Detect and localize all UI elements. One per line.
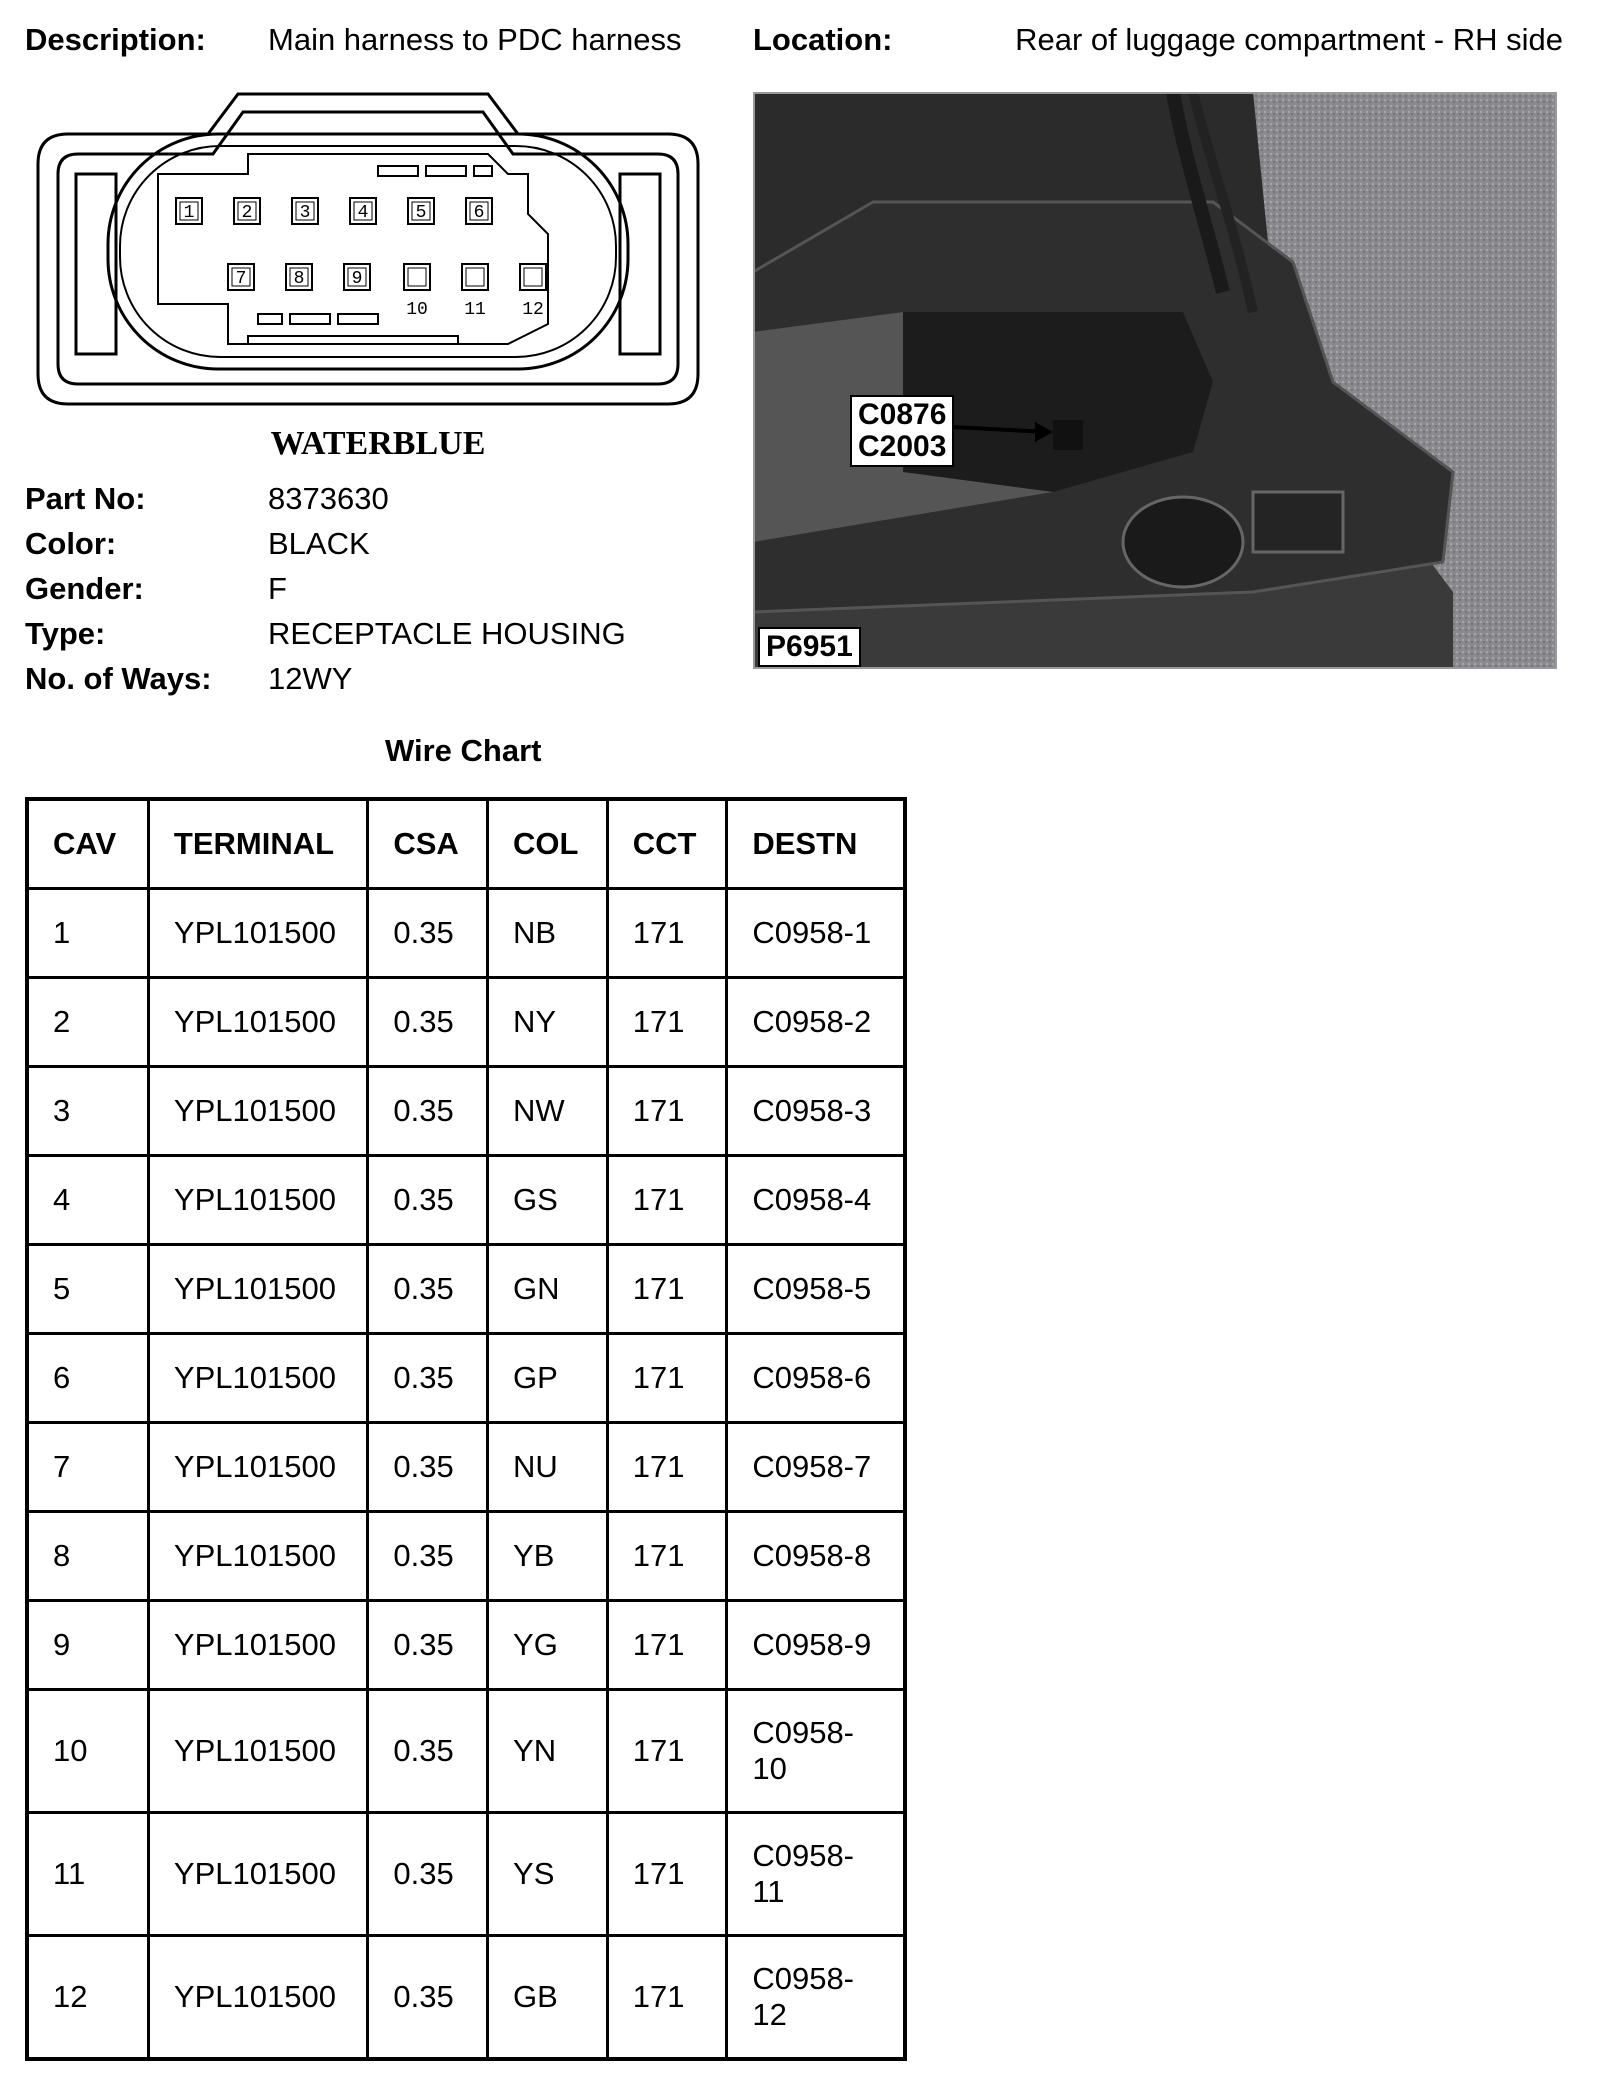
table-cell: YPL101500 bbox=[148, 1690, 367, 1813]
table-row bbox=[27, 1156, 905, 1245]
table-cell: 171 bbox=[607, 1601, 727, 1690]
table-cell: C0958-2 bbox=[727, 978, 905, 1067]
table-row bbox=[27, 1067, 905, 1156]
table-row bbox=[27, 889, 905, 978]
table-cell: YPL101500 bbox=[148, 1813, 367, 1936]
table-cell: 0.35 bbox=[368, 1512, 488, 1601]
table-cell: GP bbox=[488, 1334, 608, 1423]
header-col: COL bbox=[488, 799, 608, 889]
pin-label: 10 bbox=[406, 300, 428, 320]
callout-connector-2: C2003 bbox=[858, 430, 947, 463]
wire-chart-title: Wire Chart bbox=[385, 733, 542, 768]
table-cell: C0958-6 bbox=[727, 1334, 905, 1423]
photo-callout bbox=[850, 395, 954, 467]
table-cell: C0958-11 bbox=[727, 1813, 905, 1936]
ways-value: 12WY bbox=[268, 661, 353, 696]
table-cell: 0.35 bbox=[368, 1156, 488, 1245]
location-label: Location: bbox=[753, 22, 893, 57]
pin-2 bbox=[234, 198, 260, 224]
location-value: Rear of luggage compartment - RH side bbox=[1015, 22, 1563, 57]
table-cell: 0.35 bbox=[368, 1601, 488, 1690]
photo-reference: P6951 bbox=[758, 627, 861, 667]
table-row bbox=[27, 1601, 905, 1690]
pin-12 bbox=[520, 264, 546, 320]
pin-label: 7 bbox=[235, 269, 247, 289]
table-cell: 171 bbox=[607, 1067, 727, 1156]
header-terminal: TERMINAL bbox=[148, 799, 367, 889]
table-cell: 0.35 bbox=[368, 1245, 488, 1334]
pin-label: 6 bbox=[473, 203, 485, 223]
table-cell: C0958-3 bbox=[727, 1067, 905, 1156]
table-cell: 171 bbox=[607, 978, 727, 1067]
table-cell: 11 bbox=[27, 1813, 148, 1936]
table-cell: 0.35 bbox=[368, 1334, 488, 1423]
table-cell: YPL101500 bbox=[148, 978, 367, 1067]
table-header-row bbox=[27, 799, 905, 889]
table-cell: 0.35 bbox=[368, 1423, 488, 1512]
color-label: Color: bbox=[25, 526, 117, 561]
pin-label: 4 bbox=[357, 203, 369, 223]
header-destn: DESTN bbox=[727, 799, 905, 889]
table-row bbox=[27, 1690, 905, 1813]
table-row bbox=[27, 1512, 905, 1601]
table-row bbox=[27, 1334, 905, 1423]
table-cell: 171 bbox=[607, 1936, 727, 2060]
table-cell: 0.35 bbox=[368, 889, 488, 978]
table-cell: YPL101500 bbox=[148, 1601, 367, 1690]
pin-5 bbox=[408, 198, 434, 224]
pin-3 bbox=[292, 198, 318, 224]
properties-labels bbox=[25, 476, 212, 701]
table-cell: 7 bbox=[27, 1423, 148, 1512]
table-cell: 171 bbox=[607, 1813, 727, 1936]
pin-label: 2 bbox=[241, 203, 253, 223]
table-cell: YPL101500 bbox=[148, 1334, 367, 1423]
table-row bbox=[27, 1936, 905, 2060]
table-cell: 171 bbox=[607, 1512, 727, 1601]
table-cell: 8 bbox=[27, 1512, 148, 1601]
connector-color-label: WATERBLUE bbox=[270, 425, 486, 462]
table-row bbox=[27, 1423, 905, 1512]
table-cell: 0.35 bbox=[368, 1067, 488, 1156]
table-cell: 171 bbox=[607, 1156, 727, 1245]
table-cell: 171 bbox=[607, 889, 727, 978]
table-cell: 171 bbox=[607, 1245, 727, 1334]
description-value: Main harness to PDC harness bbox=[268, 22, 682, 57]
table-cell: 0.35 bbox=[368, 978, 488, 1067]
table-cell: 0.35 bbox=[368, 1936, 488, 2060]
table-cell: 2 bbox=[27, 978, 148, 1067]
table-cell: C0958-7 bbox=[727, 1423, 905, 1512]
table-cell: C0958-12 bbox=[727, 1936, 905, 2060]
pin-6 bbox=[466, 198, 492, 224]
gender-label: Gender: bbox=[25, 571, 144, 606]
header-cav: CAV bbox=[27, 799, 148, 889]
table-cell: YS bbox=[488, 1813, 608, 1936]
table-cell: YPL101500 bbox=[148, 1936, 367, 2060]
table-cell: NU bbox=[488, 1423, 608, 1512]
pin-8 bbox=[286, 264, 312, 290]
connector-face-diagram bbox=[28, 74, 708, 474]
type-label: Type: bbox=[25, 616, 106, 651]
properties-values bbox=[268, 476, 626, 701]
pin-4 bbox=[350, 198, 376, 224]
table-cell: C0958-8 bbox=[727, 1512, 905, 1601]
table-cell: 1 bbox=[27, 889, 148, 978]
table-cell: YPL101500 bbox=[148, 889, 367, 978]
table-cell: YPL101500 bbox=[148, 1512, 367, 1601]
callout-connector-1: C0876 bbox=[858, 398, 947, 431]
pin-1 bbox=[176, 198, 202, 224]
table-cell: YPL101500 bbox=[148, 1245, 367, 1334]
header-cct: CCT bbox=[607, 799, 727, 889]
pin-label: 11 bbox=[464, 300, 486, 320]
color-value: BLACK bbox=[268, 526, 370, 561]
pin-label: 5 bbox=[415, 203, 427, 223]
type-value: RECEPTACLE HOUSING bbox=[268, 616, 626, 651]
table-cell: GS bbox=[488, 1156, 608, 1245]
table-cell: C0958-10 bbox=[727, 1690, 905, 1813]
pin-11 bbox=[462, 264, 488, 320]
table-cell: YPL101500 bbox=[148, 1423, 367, 1512]
table-cell: GN bbox=[488, 1245, 608, 1334]
header-csa: CSA bbox=[368, 799, 488, 889]
table-cell: C0958-9 bbox=[727, 1601, 905, 1690]
part-no-value: 8373630 bbox=[268, 481, 389, 516]
pin-7 bbox=[228, 264, 254, 290]
pin-label: 9 bbox=[351, 269, 363, 289]
table-cell: NB bbox=[488, 889, 608, 978]
pin-label: 12 bbox=[522, 300, 544, 320]
table-cell: C0958-5 bbox=[727, 1245, 905, 1334]
table-cell: YPL101500 bbox=[148, 1156, 367, 1245]
table-row bbox=[27, 1813, 905, 1936]
table-row bbox=[27, 1245, 905, 1334]
table-cell: 171 bbox=[607, 1334, 727, 1423]
pin-label: 8 bbox=[293, 269, 305, 289]
table-cell: GB bbox=[488, 1936, 608, 2060]
table-cell: C0958-4 bbox=[727, 1156, 905, 1245]
table-cell: 171 bbox=[607, 1690, 727, 1813]
table-cell: 4 bbox=[27, 1156, 148, 1245]
table-cell: YN bbox=[488, 1690, 608, 1813]
ways-label: No. of Ways: bbox=[25, 661, 212, 696]
location-photo bbox=[753, 92, 1557, 669]
table-cell: YPL101500 bbox=[148, 1067, 367, 1156]
table-cell: 171 bbox=[607, 1423, 727, 1512]
table-cell: NY bbox=[488, 978, 608, 1067]
table-cell: C0958-1 bbox=[727, 889, 905, 978]
table-row bbox=[27, 978, 905, 1067]
pin-9 bbox=[344, 264, 370, 290]
table-cell: 3 bbox=[27, 1067, 148, 1156]
table-cell: YG bbox=[488, 1601, 608, 1690]
table-cell: 0.35 bbox=[368, 1813, 488, 1936]
table-cell: 0.35 bbox=[368, 1690, 488, 1813]
table-cell: 9 bbox=[27, 1601, 148, 1690]
pin-10 bbox=[404, 264, 430, 320]
pin-label: 1 bbox=[183, 203, 195, 223]
gender-value: F bbox=[268, 571, 287, 606]
description-label: Description: bbox=[25, 22, 206, 57]
table-cell: 12 bbox=[27, 1936, 148, 2060]
pin-label: 3 bbox=[299, 203, 311, 223]
table-cell: 10 bbox=[27, 1690, 148, 1813]
wire-chart-table bbox=[25, 797, 907, 2061]
table-cell: YB bbox=[488, 1512, 608, 1601]
table-cell: 5 bbox=[27, 1245, 148, 1334]
part-no-label: Part No: bbox=[25, 481, 146, 516]
table-cell: 6 bbox=[27, 1334, 148, 1423]
table-cell: NW bbox=[488, 1067, 608, 1156]
